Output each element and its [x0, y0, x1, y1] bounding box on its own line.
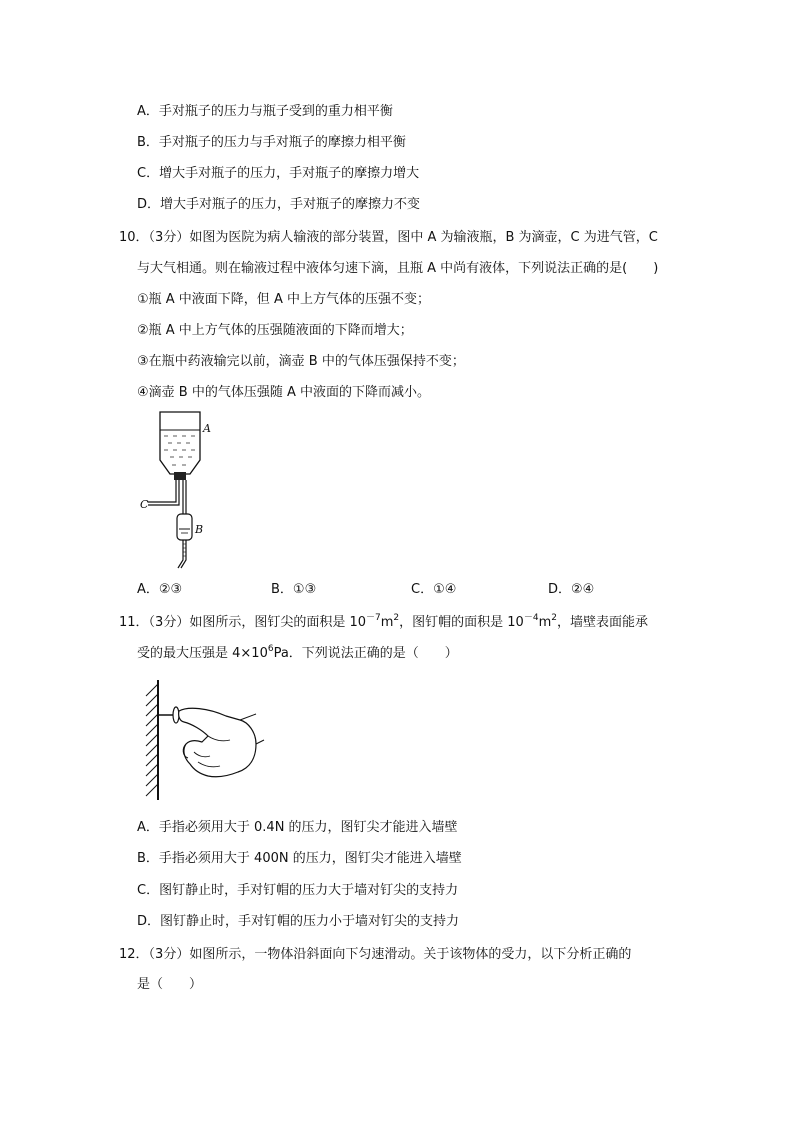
q11-stem-part1: 11．（3分）如图所示，图钉尖的面积是 10	[119, 615, 366, 630]
q10-option-b: B．①③	[271, 582, 317, 597]
q9-option-c: C．增大手对瓶子的压力，手对瓶子的摩擦力增大	[137, 166, 420, 181]
q11-stem2-part1: 受的最大压强是 4×10	[137, 646, 268, 661]
q11-unit-2: m	[538, 615, 552, 630]
q11-exponent-3: 6	[267, 644, 274, 654]
q10-option-a: A．②③	[137, 582, 183, 597]
thumbtack-figure	[138, 678, 268, 802]
q9-option-b: B．手对瓶子的压力与手对瓶子的摩擦力相平衡	[137, 135, 406, 150]
q10-option-d: D．②④	[548, 582, 595, 597]
q11-square-1: 2	[393, 613, 400, 623]
q11-option-b: B．手指必须用大于 400N 的压力，图钉尖才能进入墙壁	[137, 851, 462, 866]
q11-option-d: D．图钉静止时，手对钉帽的压力小于墙对钉尖的支持力	[137, 914, 460, 929]
q11-exponent-1: －7	[366, 613, 381, 623]
figure-label-a: A	[203, 422, 211, 435]
q10-statement-3: ③在瓶中药液输完以前，滴壶 B 中的气体压强保持不变；	[137, 354, 465, 369]
figure-label-c: C	[140, 498, 149, 511]
iv-drip-figure	[130, 410, 230, 570]
q11-stem-line1	[119, 614, 648, 633]
q10-stem-line2: 与大气相通。则在输液过程中液体匀速下滴，且瓶 A 中尚有液体，下列说法正确的是( )	[137, 261, 659, 276]
q11-stem-line2	[137, 645, 458, 664]
q10-statement-1: ①瓶 A 中液面下降，但 A 中上方气体的压强不变；	[137, 292, 430, 307]
q10-statement-2: ②瓶 A 中上方气体的压强随液面的下降而增大；	[137, 323, 413, 338]
q11-square-2: 2	[551, 613, 557, 623]
figure-label-b: B	[195, 523, 204, 536]
q11-stem-part3: ，墙壁表面能承	[556, 615, 648, 630]
q10-option-c: C．①④	[411, 582, 457, 597]
q10-stem-line1: 10．（3分）如图为医院为病人输液的部分装置，图中 A 为输液瓶，B 为滴壶，C 为进气管，C	[119, 230, 658, 245]
q11-option-a: A．手指必须用大于 0.4N 的压力，图钉尖才能进入墙壁	[137, 820, 458, 835]
q11-unit-1: m	[380, 615, 394, 630]
q12-stem-line2: 是（ ）	[137, 977, 203, 992]
q12-stem-line1: 12．（3分）如图所示，一物体沿斜面向下匀速滑动。关于该物体的受力，以下分析正确的	[119, 947, 632, 962]
q9-option-d: D．增大手对瓶子的压力，手对瓶子的摩擦力不变	[137, 197, 421, 212]
q11-exponent-2: －4	[523, 613, 539, 623]
q11-option-c: C．图钉静止时，手对钉帽的压力大于墙对钉尖的支持力	[137, 883, 459, 898]
q10-statement-4: ④滴壶 B 中的气体压强随 A 中液面的下降而减小。	[137, 385, 430, 400]
q11-stem2-part2: Pa．下列说法正确的是（ ）	[273, 646, 458, 661]
q9-option-a: A．手对瓶子的压力与瓶子受到的重力相平衡	[137, 104, 393, 119]
q11-stem-part2: ，图钉帽的面积是 10	[399, 615, 524, 630]
